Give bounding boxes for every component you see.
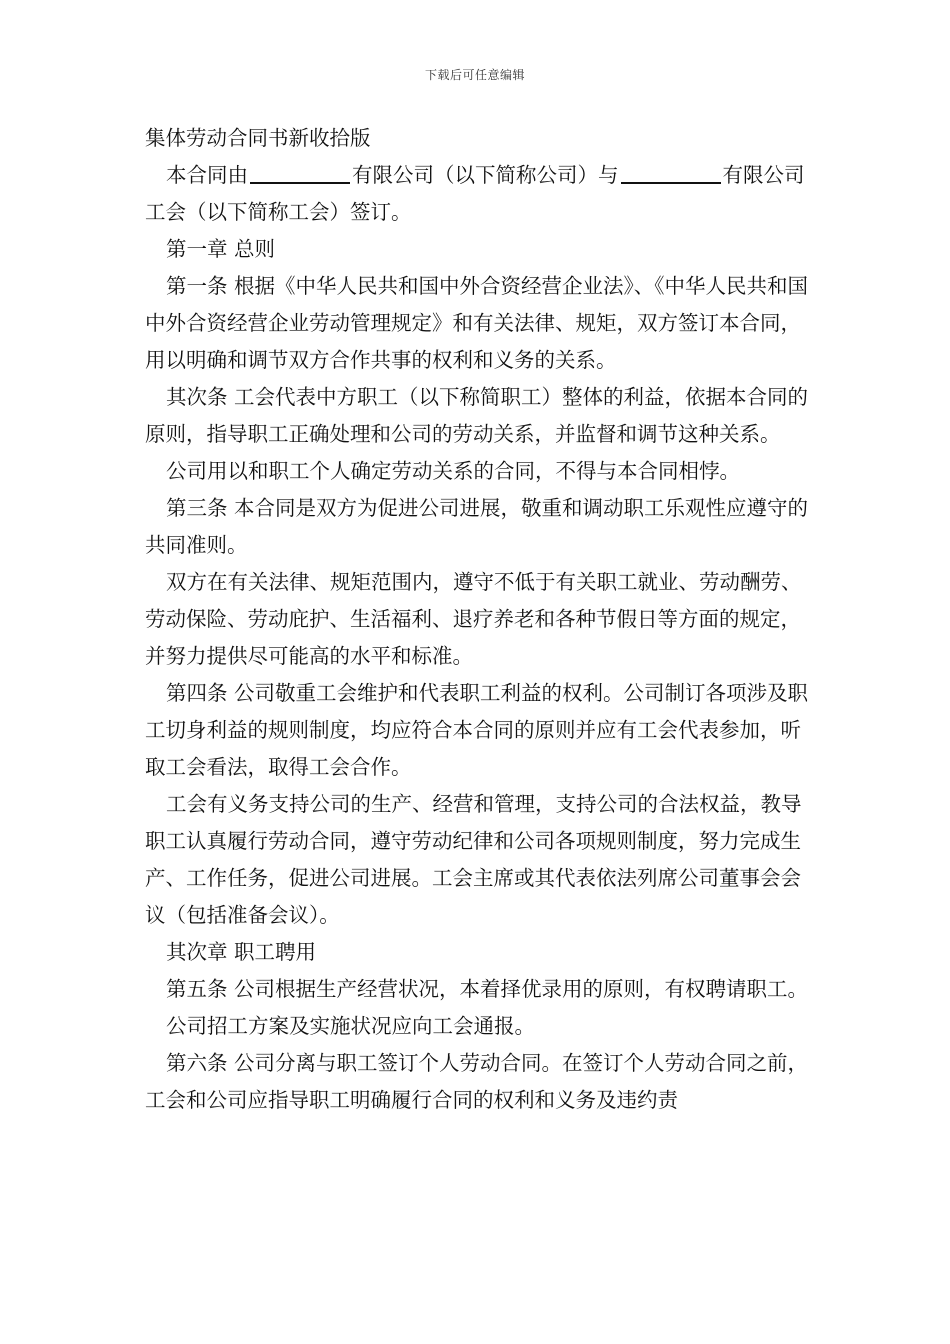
article-paragraph: 工会有义务支持公司的生产、经营和管理，支持公司的合法权益，教导职工认真履行劳动合同，遵守劳动纪律和公司各项规则制度，努力完成生产、工作任务，促进公司进展。工会主席或其代表依法列席公司董事会会议（包括准备会议）。: [145, 792, 802, 927]
article-paragraph: 第五条 公司根据生产经营状况，本着择优录用的原则，有权聘请职工。: [166, 977, 809, 1001]
document-body: [145, 120, 810, 1119]
chapter-heading: 第一章 总则: [166, 237, 276, 261]
article-paragraph: 双方在有关法律、规矩范围内，遵守不低于有关职工就业、劳动酬劳、劳动保险、劳动庇护、生活福利、退疗养老和各种节假日等方面的规定，并努力提供尽可能高的水平和标准。: [145, 570, 802, 668]
article-paragraph: 第四条 公司敬重工会维护和代表职工利益的权利。公司制订各项涉及职工切身利益的规则制度，均应符合本合同的原则并应有工会代表参加，听取工会看法，取得工会合作。: [145, 681, 809, 779]
union-name-blank: [621, 160, 721, 184]
article-paragraph: 公司用以和职工个人确定劳动关系的合同，不得与本合同相悖。: [166, 459, 740, 483]
article-paragraph: 公司招工方案及实施状况应向工会通报。: [166, 1014, 535, 1038]
article-paragraph: 第六条 公司分离与职工签订个人劳动合同。在签订个人劳动合同之前，工会和公司应指导职工明确履行合同的权利和义务及违约责: [145, 1051, 809, 1112]
article-paragraph: 第一条 根据《中华人民共和国中外合资经营企业法》、《中华人民共和国中外合资经营企业劳动管理规定》和有关法律、规矩，双方签订本合同，用以明确和调节双方合作共事的权利和义务的关系。: [145, 274, 809, 372]
article-paragraph: 第三条 本合同是双方为促进公司进展，敬重和调动职工乐观性应遵守的共同准则。: [145, 496, 809, 557]
intro-text-1: 本合同由: [166, 163, 248, 187]
chapter-heading: 其次章 职工聘用: [166, 940, 317, 964]
document-title: 集体劳动合同书新收拾版: [145, 126, 371, 150]
intro-text-2: 有限公司（以下简称公司）与: [352, 163, 619, 187]
intro-paragraph: [145, 157, 810, 231]
page-header: 下载后可任意编辑: [424, 68, 525, 82]
company-name-blank: [250, 160, 350, 184]
article-paragraph: 其次条 工会代表中方职工（以下称简职工）整体的利益，依据本合同的原则，指导职工正确处理和公司的劳动关系，并监督和调节这种关系。: [145, 385, 809, 446]
intro-text-3: 有限公司工会（以下简称工会）签订。: [145, 163, 805, 224]
